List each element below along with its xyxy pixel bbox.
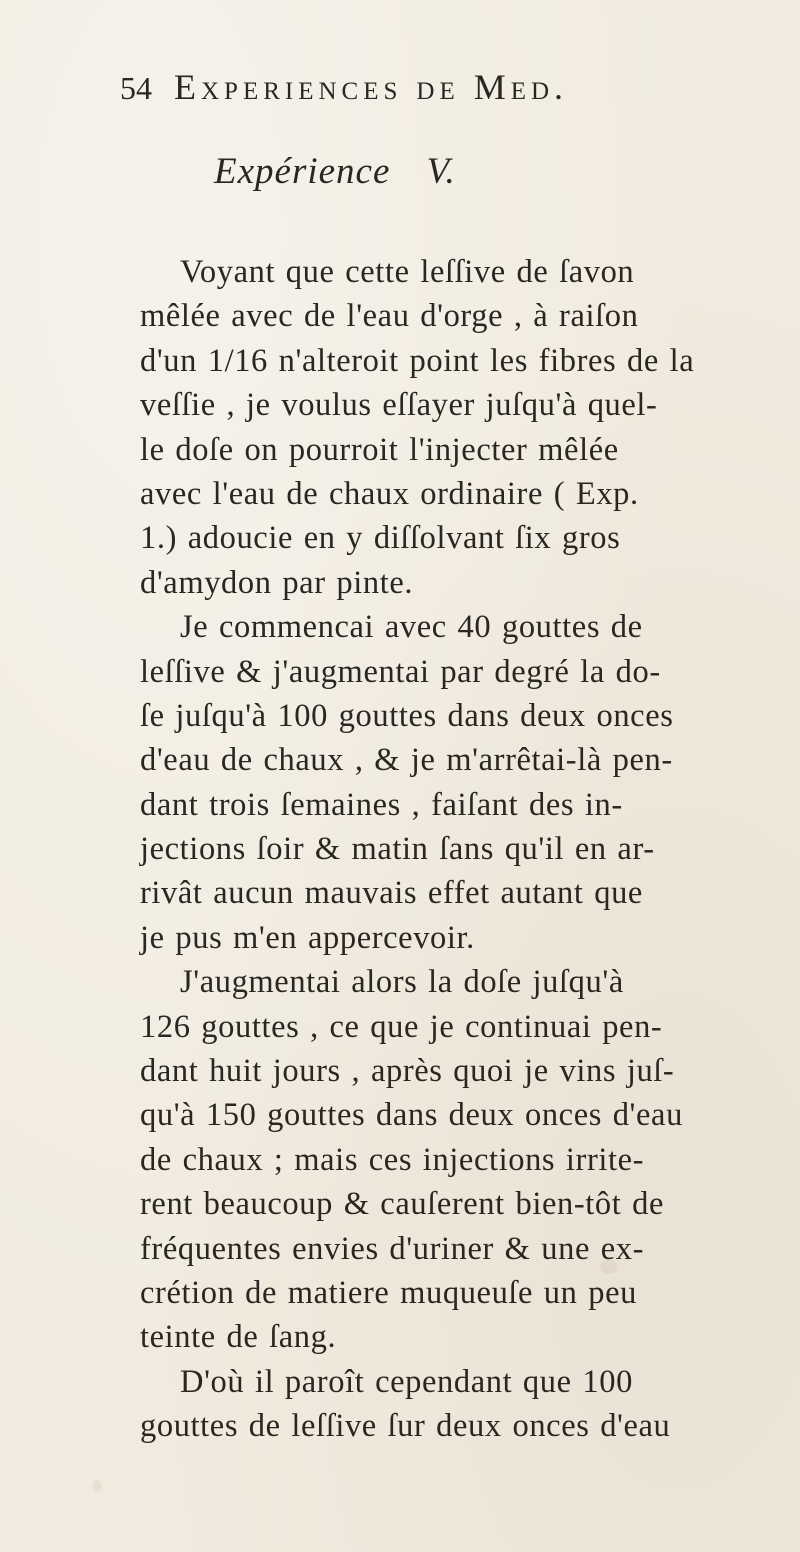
- text-line: leſſive & j'augmentai par degré la do-: [140, 653, 661, 690]
- text-line: d'amydon par pinte.: [140, 564, 414, 601]
- text-line: rent beaucoup & cauſerent bien-tôt de: [140, 1186, 665, 1223]
- text-line: rivât aucun mauvais effet autant que: [140, 875, 643, 912]
- text-line: 1.) adoucie en y diſſolvant ſix gros: [140, 520, 621, 557]
- text-line: fréquentes envies d'uriner & une ex-: [140, 1230, 645, 1267]
- text-line: je pus m'en appercevoir.: [140, 919, 475, 956]
- text-line: Voyant que cette leſſive de ſavon: [180, 254, 635, 290]
- text-line: d'un 1/16 n'alteroit point les fibres de la: [140, 342, 695, 379]
- experiment-heading-label: Expérience: [214, 151, 391, 192]
- body-text: [140, 250, 780, 1449]
- text-line: dant huit jours , après quoi je vins juſ-: [140, 1053, 675, 1090]
- text-line: crétion de matiere muqueuſe un peu: [140, 1274, 637, 1311]
- experiment-heading-numeral: V.: [426, 151, 456, 192]
- text-line: jections ſoir & matin ſans qu'il en ar-: [140, 831, 655, 868]
- text-line: d'eau de chaux , & je m'arrêtai-là pen-: [140, 742, 673, 779]
- experiment-heading: [214, 150, 654, 193]
- running-title: Experiences de Med.: [174, 67, 569, 107]
- text-line: dant trois ſemaines , faiſant des in-: [140, 786, 623, 823]
- text-line: avec l'eau de chaux ordinaire ( Exp.: [140, 475, 639, 512]
- text-line: ſe juſqu'à 100 gouttes dans deux onces: [140, 697, 674, 734]
- running-head: [120, 66, 740, 116]
- paper-stain: [92, 1480, 102, 1492]
- text-line: qu'à 150 gouttes dans deux onces d'eau: [140, 1097, 683, 1134]
- text-line: le doſe on pourroit l'injecter mêlée: [140, 431, 619, 468]
- text-line: de chaux ; mais ces injections irrite-: [140, 1141, 645, 1178]
- text-line: mêlée avec de l'eau d'orge , à raiſon: [140, 298, 639, 335]
- text-line: J'augmentai alors la doſe juſqu'à: [180, 964, 624, 1001]
- text-line: Je commencai avec 40 gouttes de: [180, 609, 643, 646]
- text-line: veſſie , je voulus eſſayer juſqu'à quel-: [140, 387, 658, 424]
- text-line: 126 gouttes , ce que je continuai pen-: [140, 1008, 663, 1045]
- page-number: 54: [120, 70, 152, 106]
- text-line: gouttes de leſſive ſur deux onces d'eau: [140, 1408, 671, 1445]
- text-line: teinte de ſang.: [140, 1319, 337, 1356]
- text-line: D'où il paroît cependant que 100: [180, 1363, 633, 1400]
